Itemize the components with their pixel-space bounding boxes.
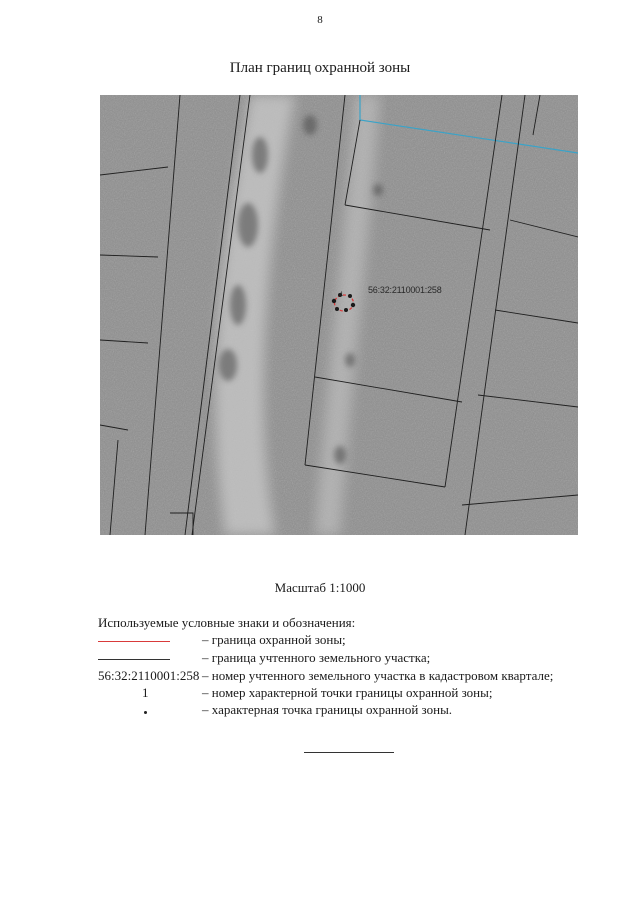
- legend-description: – характерная точка границы охранной зоны.: [202, 702, 453, 717]
- legend-description: – граница охранной зоны;: [202, 632, 346, 647]
- black-line-symbol: [98, 659, 170, 660]
- page-title: План границ охранной зоны: [229, 60, 411, 76]
- legend-symbol: [98, 668, 198, 686]
- page-number: 8: [317, 14, 323, 26]
- point-dot-symbol: [144, 711, 147, 714]
- cadastral-map: [100, 95, 578, 535]
- zone-point-number: 1: [340, 292, 344, 298]
- legend-symbol: [98, 702, 198, 720]
- legend-symbol: [98, 650, 198, 668]
- legend-description: – номер характерной точки границы охранной зоны;: [202, 685, 493, 700]
- legend-heading: Используемые условные знаки и обозначения:: [98, 615, 356, 630]
- point-number-symbol: 1: [142, 685, 149, 700]
- parcel-number-symbol: 56:32:2110001:258: [98, 668, 200, 683]
- map-canvas: [100, 95, 578, 535]
- red-line-symbol: [98, 641, 170, 642]
- map-scale: Масштаб 1:1000: [274, 580, 366, 595]
- legend-symbol: [98, 632, 198, 650]
- legend-symbol: [98, 685, 198, 703]
- legend-description: – номер учтенного земельного участка в кадастровом квартале;: [202, 668, 554, 683]
- footer-divider: [304, 752, 394, 753]
- legend-description: – граница учтенного земельного участка;: [202, 650, 431, 665]
- parcel-number-label: 56:32:2110001:258: [368, 285, 442, 295]
